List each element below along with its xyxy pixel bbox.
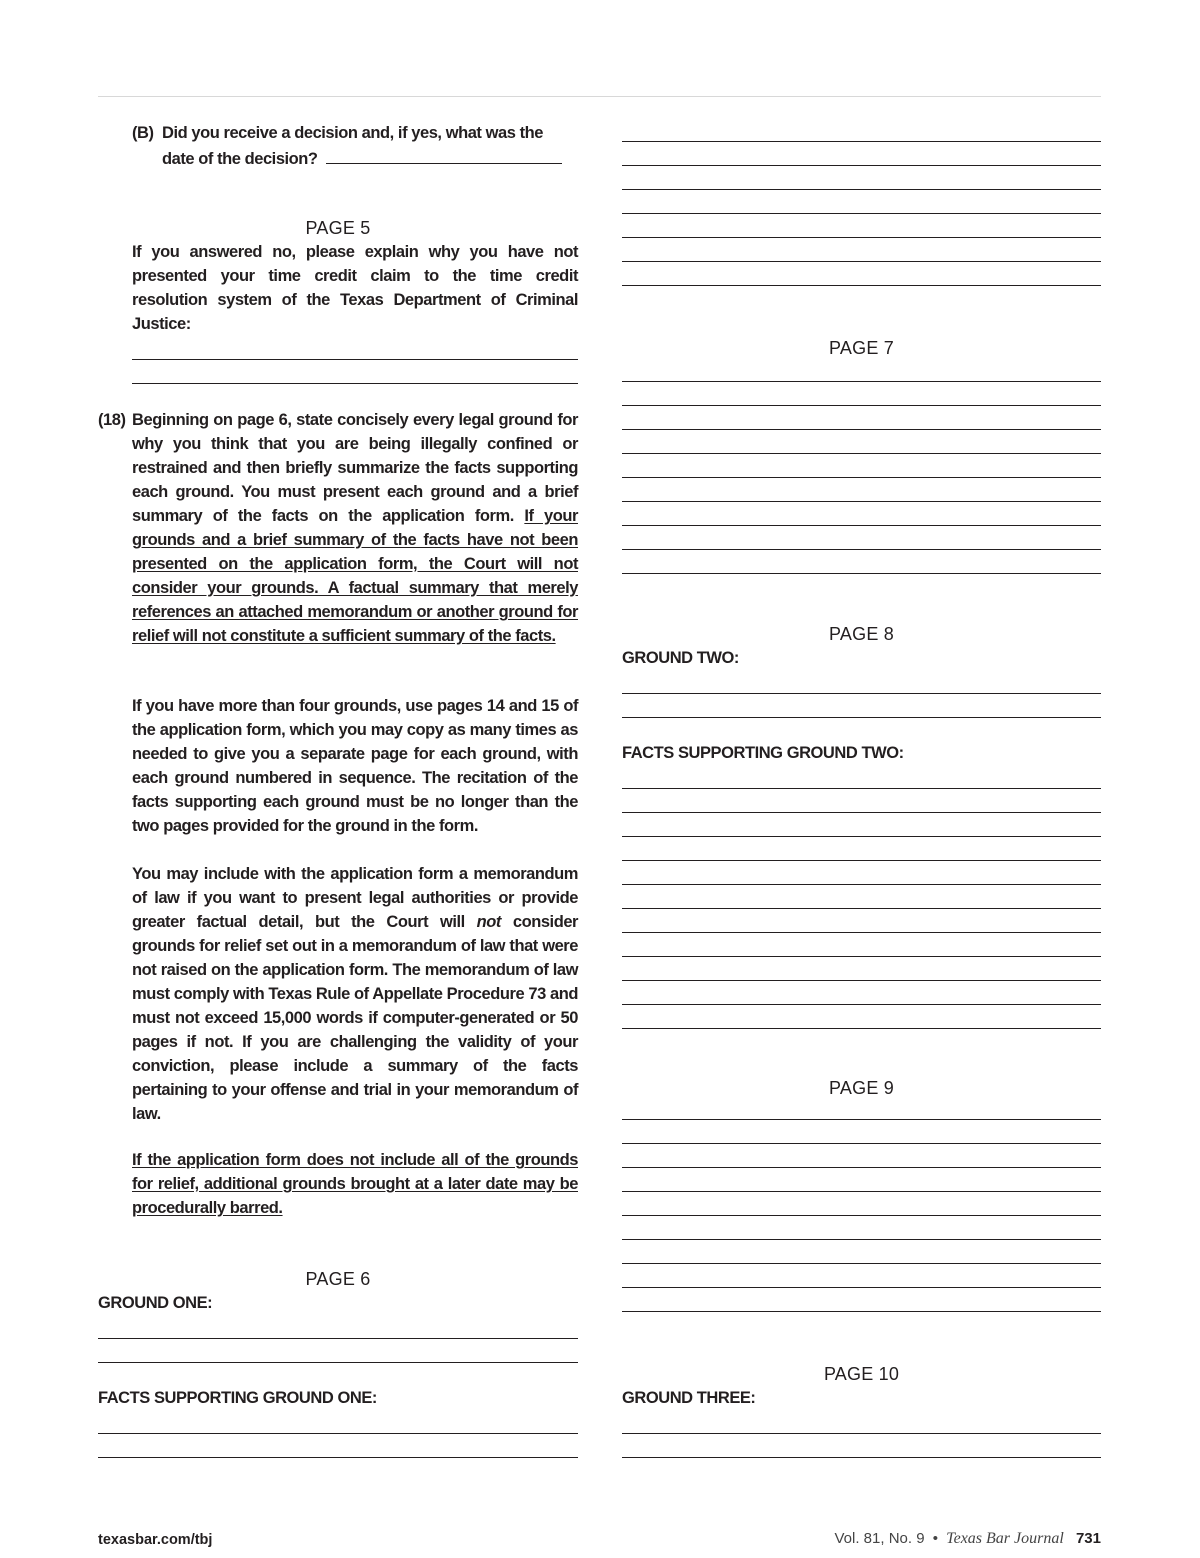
footer-volume: Vol. 81, No. 9 (834, 1530, 925, 1547)
answer-line[interactable] (622, 861, 1101, 885)
question-18 (98, 408, 578, 648)
page-10-label: PAGE 10 (823, 1364, 900, 1384)
footer-bullet: • (932, 1530, 938, 1547)
answer-line[interactable] (622, 1264, 1101, 1288)
answer-line[interactable] (622, 1240, 1101, 1264)
paragraph-3-text-a: You may include with the application form a memorandum of law if you want to present legal authorities or provide greater factual detail, but the Court will (132, 865, 578, 931)
answer-line[interactable] (622, 1144, 1101, 1168)
question-17b (132, 121, 578, 171)
ground-two-lines (622, 670, 1101, 718)
answer-line[interactable] (622, 262, 1101, 286)
answer-line[interactable] (622, 1120, 1101, 1144)
continued-answer-lines (622, 118, 1101, 286)
answer-line[interactable] (622, 238, 1101, 262)
answer-line[interactable] (622, 1288, 1101, 1312)
page-9-label: PAGE 9 (829, 1078, 894, 1098)
answer-line[interactable] (622, 382, 1101, 406)
answer-line[interactable] (622, 526, 1101, 550)
answer-line[interactable] (622, 430, 1101, 454)
answer-line[interactable] (622, 1216, 1101, 1240)
answer-line[interactable] (98, 1410, 578, 1434)
answer-line[interactable] (132, 360, 578, 384)
answer-line[interactable] (132, 336, 578, 360)
footer-journal-title: Texas Bar Journal (946, 1530, 1064, 1547)
answer-line[interactable] (622, 1410, 1101, 1434)
answer-line[interactable] (622, 670, 1101, 694)
answer-line[interactable] (622, 214, 1101, 238)
question-17b-line-1: Did you receive a decision and, if yes, what was the (162, 124, 543, 142)
answer-line[interactable] (622, 694, 1101, 718)
page-8-label: PAGE 8 (829, 624, 894, 644)
ground-one-heading: GROUND ONE: (98, 1294, 213, 1312)
question-17b-label: (B) (132, 124, 154, 142)
answer-line[interactable] (98, 1339, 578, 1363)
ground-three-lines (622, 1410, 1101, 1458)
answer-line[interactable] (622, 1192, 1101, 1216)
paragraph-3-emphasis: not (476, 913, 501, 931)
ground-three-heading: GROUND THREE: (622, 1389, 756, 1407)
question-18-text: Beginning on page 6, state concisely every legal ground for why you think that you are being illegally confined or restrained and then briefly summarize the facts supporting each ground. You must present each ground and a brief summary of the facts on the application form. (132, 411, 578, 525)
answer-line[interactable] (622, 765, 1101, 789)
answer-line[interactable] (622, 190, 1101, 214)
answer-line[interactable] (622, 478, 1101, 502)
question-17b-line-2: date of the decision? (162, 150, 318, 168)
facts-two-lines (622, 765, 1101, 1029)
instructions-paragraph-4: If the application form does not include all of the grounds for relief, additional grounds brought at a later date may be procedurally barred. (132, 1151, 578, 1217)
answer-line[interactable] (622, 166, 1101, 190)
header-rule (98, 96, 1101, 97)
decision-date-blank[interactable] (326, 145, 562, 164)
page-5-answer-lines (132, 336, 578, 384)
question-18-number: (18) (98, 411, 126, 429)
answer-line[interactable] (622, 502, 1101, 526)
answer-line[interactable] (622, 789, 1101, 813)
footer-site-link[interactable]: texasbar.com/tbj (98, 1532, 213, 1548)
page-5-question: If you answered no, please explain why you have not presented your time credit claim to the time credit resolution system of the Texas Department of Criminal Justice: (132, 243, 578, 333)
answer-line[interactable] (622, 1096, 1101, 1120)
answer-line[interactable] (622, 957, 1101, 981)
answer-line[interactable] (98, 1434, 578, 1458)
answer-line[interactable] (622, 909, 1101, 933)
answer-line[interactable] (622, 406, 1101, 430)
page-7-lines (622, 358, 1101, 574)
facts-two-heading: FACTS SUPPORTING GROUND TWO: (622, 744, 904, 762)
ground-one-lines (98, 1315, 578, 1363)
footer-publication-info (834, 1530, 1101, 1548)
answer-line[interactable] (622, 358, 1101, 382)
answer-line[interactable] (622, 981, 1101, 1005)
answer-line[interactable] (622, 813, 1101, 837)
answer-line[interactable] (98, 1315, 578, 1339)
answer-line[interactable] (622, 837, 1101, 861)
ground-two-heading: GROUND TWO: (622, 649, 739, 667)
answer-line[interactable] (622, 1005, 1101, 1029)
paragraph-3-text-b: consider grounds for relief set out in a memorandum of law that were not raised on the application form. The memorandum of law must comply with Texas Rule of Appellate Procedure 73 and must not exceed 15,000 words if computer-generated or 50 pages if not. If you are challenging the validity of your conviction, please include a summary of the facts pertaining to your offense and trial in your memorandum of law. (132, 913, 579, 1123)
footer-page-number: 731 (1075, 1530, 1101, 1547)
facts-one-lines (98, 1410, 578, 1458)
page-5-label: PAGE 5 (305, 218, 371, 238)
answer-line[interactable] (622, 1434, 1101, 1458)
facts-one-heading: FACTS SUPPORTING GROUND ONE: (98, 1389, 377, 1407)
answer-line[interactable] (622, 885, 1101, 909)
answer-line[interactable] (622, 454, 1101, 478)
question-18-underlined-text: If your grounds and a brief summary of the facts have not been presented on the application form, the Court will not consider your grounds. A factual summary that merely references an attached memorandum or another ground for relief will not constitute a sufficient summary of the facts. (132, 507, 578, 645)
answer-line[interactable] (622, 118, 1101, 142)
instructions-paragraph-3 (132, 862, 578, 1126)
answer-line[interactable] (622, 933, 1101, 957)
answer-line[interactable] (622, 142, 1101, 166)
answer-line[interactable] (622, 550, 1101, 574)
page-9-lines (622, 1096, 1101, 1312)
instructions-paragraph-2: If you have more than four grounds, use pages 14 and 15 of the application form, which you may copy as many times as needed to give you a separate page for each ground, with each ground numbered in sequence. The recitation of the facts supporting each ground must be no longer than the two pages provided for the ground in the form. (132, 697, 578, 835)
page-7-label: PAGE 7 (829, 338, 894, 358)
page-6-label: PAGE 6 (305, 1269, 371, 1289)
answer-line[interactable] (622, 1168, 1101, 1192)
